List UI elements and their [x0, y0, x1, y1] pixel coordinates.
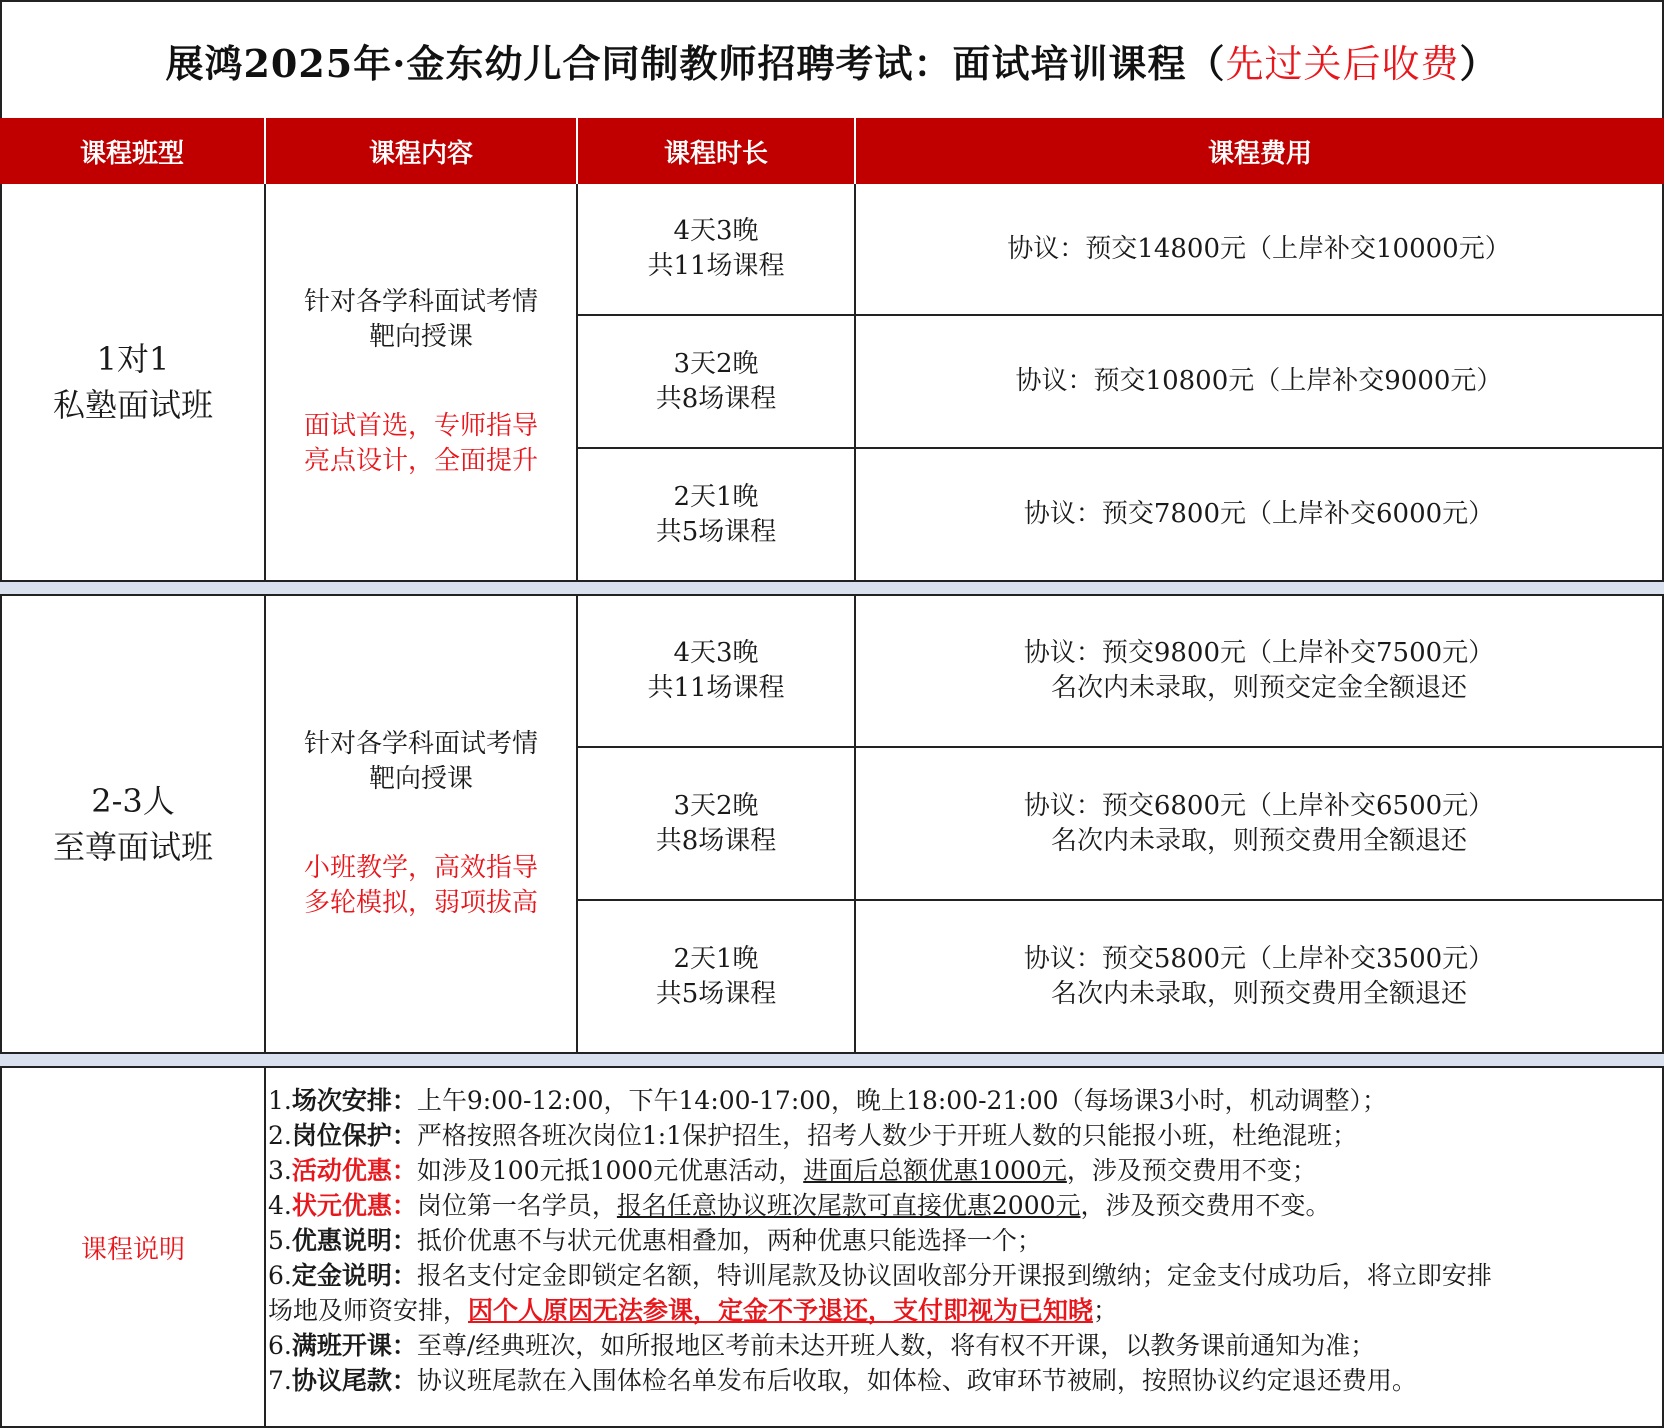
notes-title: 课程说明	[80, 1234, 185, 1265]
group1-class-cell	[0, 184, 266, 582]
group2-class-line2: 至尊面试班	[52, 828, 213, 866]
group2-row1-fee	[856, 596, 1664, 748]
duration-sessions: 共5场课程	[655, 978, 777, 1009]
group1-row1-duration	[578, 184, 856, 316]
fee-agreement: 协议：预交5800元（上岸补交3500元）	[1023, 943, 1495, 974]
group1-row3-duration	[578, 449, 856, 582]
header-duration: 课程时长	[578, 118, 856, 184]
group1-content-cell	[266, 184, 578, 582]
fee-agreement: 协议：预交9800元（上岸补交7500元）	[1023, 638, 1495, 668]
page-title	[0, 0, 1664, 118]
group1-row1-fee	[856, 184, 1664, 316]
duration-sessions: 共8场课程	[655, 383, 777, 414]
note-item-continued: 场地及师资安排，因个人原因无法参课，定金不予退还，支付即视为已知晓；	[268, 1296, 1119, 1325]
duration-days: 4天3晚	[673, 216, 759, 246]
group2-row2-fee	[856, 748, 1664, 901]
notes-title-cell	[0, 1068, 266, 1428]
group2-row1-duration	[578, 596, 856, 748]
fee-agreement: 协议：预交10800元（上岸补交9000元）	[1015, 366, 1503, 396]
duration-sessions: 共11场课程	[647, 251, 785, 281]
group1-class-line1: 1对1	[96, 340, 170, 378]
note-item: 7.协议尾款：协议班尾款在入围体检名单发布后收取，如体检、政审环节被刷，按照协议约定退还费用。	[268, 1366, 1417, 1395]
header-fee: 课程费用	[856, 118, 1664, 184]
group2-class-cell	[0, 596, 266, 1054]
duration-days: 2天1晚	[673, 481, 759, 512]
note-item: 1.场次安排：上午9:00-12:00，下午14:00-17:00，晚上18:00-21:00（每场课3小时，机动调整）；	[268, 1086, 1387, 1115]
group2-content-cell	[266, 596, 578, 1054]
row-separator	[0, 580, 1664, 596]
group1-row2-duration	[578, 316, 856, 449]
duration-days: 3天2晚	[673, 348, 759, 379]
note-item: 4.状元优惠：岗位第一名学员，报名任意协议班次尾款可直接优惠2000元，涉及预交费用不变。	[268, 1191, 1331, 1220]
duration-days: 3天2晚	[673, 790, 759, 821]
note-item: 3.活动优惠：如涉及100元抵1000元优惠活动，进面后总额优惠1000元，涉及预交费用不变；	[268, 1156, 1317, 1185]
fee-agreement: 协议：预交14800元（上岸补交10000元）	[1007, 233, 1511, 264]
fee-refund-note: 名次内未录取，则预交定金全额退还	[1050, 673, 1467, 703]
duration-days: 4天3晚	[673, 638, 759, 668]
group1-row2-fee	[856, 316, 1664, 449]
group1-class-line2: 私塾面试班	[52, 386, 213, 424]
header-content: 课程内容	[266, 118, 578, 184]
row-separator	[0, 1052, 1664, 1068]
group1-desc-line1: 针对各学科面试考情	[303, 287, 538, 317]
note-item: 6.满班开课：至尊/经典班次，如所报地区考前未达开班人数，将有权不开课，以教务课前通知为准；	[268, 1331, 1376, 1360]
note-item: 6.定金说明：报名支付定金即锁定名额，特训尾款及协议固收部分开课报到缴纳；定金支付成功后，将立即安排	[268, 1261, 1492, 1290]
group1-feature-line1: 面试首选，专师指导	[303, 411, 538, 441]
group1-desc-line2: 靶向授课	[368, 322, 473, 352]
duration-sessions: 共5场课程	[655, 516, 777, 547]
title-highlight: 先过关后收费	[1225, 41, 1460, 86]
notes-list	[268, 1083, 1660, 1398]
fee-refund-note: 名次内未录取，则预交费用全额退还	[1050, 825, 1467, 856]
group2-desc-line1: 针对各学科面试考情	[303, 729, 538, 759]
group2-feature-line2: 多轮模拟，弱项拔高	[303, 888, 538, 918]
header-class-type: 课程班型	[0, 118, 266, 184]
group2-row3-fee	[856, 901, 1664, 1054]
note-item: 2.岗位保护：严格按照各班次岗位1:1保护招生，招考人数少于开班人数的只能报小班，杜绝混班；	[268, 1121, 1358, 1150]
group2-row3-duration	[578, 901, 856, 1054]
group2-feature-line1: 小班教学，高效指导	[303, 853, 538, 883]
group2-class-line1: 2-3人	[91, 782, 175, 820]
fee-agreement: 协议：预交7800元（上岸补交6000元）	[1023, 499, 1495, 529]
group2-desc-line2: 靶向授课	[368, 764, 473, 794]
fee-agreement: 协议：预交6800元（上岸补交6500元）	[1023, 790, 1495, 821]
duration-days: 2天1晚	[673, 943, 759, 974]
group2-row2-duration	[578, 748, 856, 901]
fee-refund-note: 名次内未录取，则预交费用全额退还	[1050, 978, 1467, 1009]
group1-feature-line2: 亮点设计，全面提升	[303, 446, 538, 476]
note-item: 5.优惠说明：抵价优惠不与状元优惠相叠加，两种优惠只能选择一个；	[268, 1226, 1042, 1255]
title-main: 展鸿2025年·金东幼儿合同制教师招聘考试：面试培训课程（	[165, 40, 1226, 86]
duration-sessions: 共8场课程	[655, 825, 777, 856]
title-end: ）	[1459, 40, 1499, 86]
duration-sessions: 共11场课程	[647, 673, 785, 703]
group1-row3-fee	[856, 449, 1664, 582]
